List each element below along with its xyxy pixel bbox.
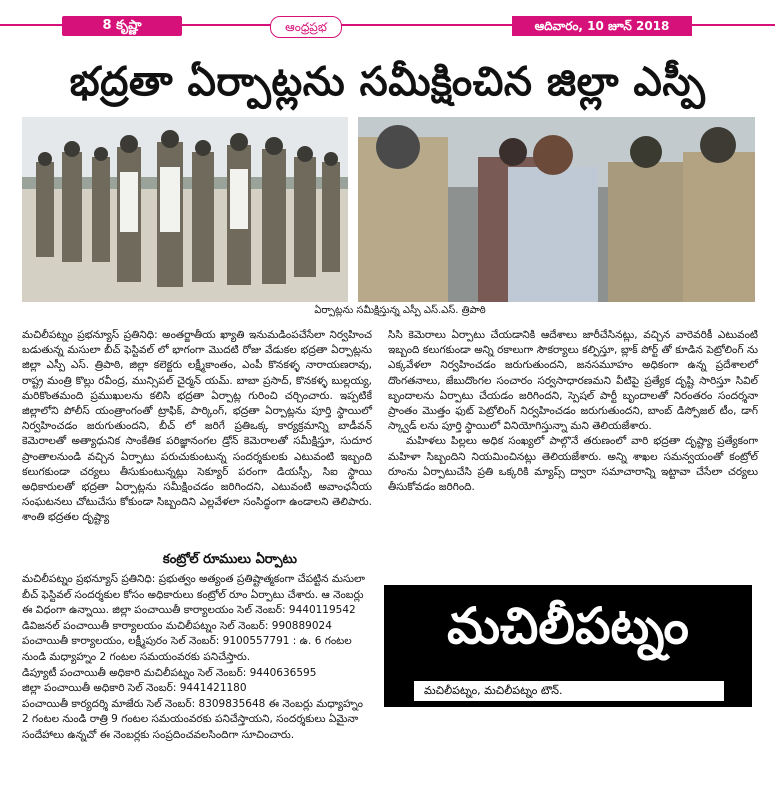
paper-name: ఆంధ్రప్రభ xyxy=(270,16,342,38)
article-column-right xyxy=(388,328,758,538)
article-line: మచిలీపట్నం ప్రభన్యూస్ ప్రతినిధి: ప్రభుత్వం అత్యంత ప్రతిష్టాత్మకంగా చేపట్టిన మసులా xyxy=(22,573,365,585)
photo-caption: ఏర్పాట్లను సమీక్షిస్తున్న ఎస్పీ ఎస్.ఎస్. త్రిపాఠి xyxy=(314,305,486,316)
article-line: బీచ్ ఫెస్టివల్ సందర్శకుల కోసం అధికారులు కంట్రోల్ రూం ఏర్పాటు చేశారు. ఆ నెంబర్లు xyxy=(22,588,364,601)
page-header xyxy=(0,0,775,50)
place-title: మచిలీపట్నం xyxy=(447,597,689,655)
article-line: సందేహాలు ఉన్నచో ఈ నెంబర్లకు సంప్రదించవలసిందిగా సూచించారు. xyxy=(22,728,295,741)
control-room-heading: కంట్రోల్ రూములు ఏర్పాటు xyxy=(162,552,298,567)
article-column-left: మచిలీపట్నం ప్రభన్యూస్ ప్రతినిధి: అంతర్జాతీయ ఖ్యాతి ఇనుమడింపచేసేలా నిర్వహించ బడుతున్న మసులా బీచ్ ఫెస్టివల్ లో భాగంగా మొదటి రోజు వేడుకల భద్రతా ఏర్పాట్లను జిల్లా ఎస్పీ ఎస్. త్రిపాఠి, జిల్లా కలెక్టరు లక్ష్మీకాంతం, ఎంపీ కొనకళ్ళ నారాయణరావు, రాష్ట్ర మంత్రి కొల్లు రవీంద్ర, మున్సిపల్ చైర్మన్ యమ్. బాబా ప్రసాద్, కొనకళ్ళ బుల్లయ్య, మరికొంతమంది ప్రముఖులను కలిసి భద్రతా ఏర్పాట్ల గురించి చర్చించారు. ఇప్పటికే జిల్లాలోని పోలీస్ యంత్రాంగంతో ట్రాఫిక్, పార్కింగ్, భద్రతా ఏర్పాట్లను పూర్తి స్థాయిలో నిర్వహించడం జరుగుతుందని, బీచ్ లో జరిగే ప్రతిఒక్క కార్యక్రమాన్ని బాడీవన్ కెమెరాలతో అత్యాధునిక సాంకేతిక పరిజ్ఞానంగల డ్రోన్ కెమెరాలతో సమీక్షిస్తూ, సుదూర ప్రాంతాలనుండి వచ్చిన ఏర్పాటు పరుచుకుంటున్న సందర్శకులకు ఎటువంటి ఇబ్బంది కలుగకుండా చర్యలు తీసుకుంటున్నట్లు సెక్యూర్ పరంగా డియస్పీ, సిఐ స్థాయి అధికారులతో భద్రతా ఏర్పాట్లను సమీక్షించడం జరిగిందని, ఎటువంటి అవాంఛనీయ సంఘటనలు చోటుచేసు కోకుండా సిబ్బందిని ఎల్లవేళలా సంసిద్ధంగా ఉండాలని తెలిపారు. శాంతి భద్రతల దృష్ట్యా xyxy=(22,329,372,524)
place-box xyxy=(384,585,752,707)
headline: భద్రతా ఏర్పాట్లను సమీక్షించిన జిల్లా ఎస్పీ xyxy=(69,59,706,105)
page-label: 8 కృష్ణా xyxy=(62,16,182,36)
article-paragraph: సిసి కెమెరాలు ఏర్పాటు చేయడానికి ఆదేశాలు జారీచేసినట్లు, వచ్చిన వారెవరికీ ఎటువంటి ఇబ్బంది కలుగకుండా అన్ని రకాలుగా సౌకర్యాలు కల్పిస్తూ, బ్లాక్ పోర్ట్ తో కూడిన పెట్రోలింగ్ ను ఎక్కవేళలా నిర్వహించడం జరుగుతుందని, జనసమూహం అధికంగా ఉన్న ప్రదేశాలలో దొంగతనాలు, జేబుదొంగల సంచారం సర్వసాధారణమని వీటిపై ప్రత్యేక దృష్టి సారిస్తూ సివిల్ బృందాలను ఏర్పాటు చేయడం జరిగిందని, స్పెషల్ పార్టీ బృందాలతో నిరంతరం సందర్శనా ప్రాంతం మొత్తం ఫుట్ పెట్రోలింగ్ నిర్వహించడం జరుగుతుందని, బాంబ్ డిస్పోజల్ టీం, డాగ్ స్క్వాడ్ లను పూర్తి స్థాయిలో వినియోగిస్తున్నా మని తెలియజేశారు. xyxy=(388,329,758,433)
issue-date: ఆదివారం, 10 జూన్ 2018 xyxy=(512,16,692,36)
photo-officials-walking xyxy=(22,117,348,302)
article-line: నుండి మధ్యాహ్నం 2 గంటల సమయంవరకు పనిచేస్తారు. xyxy=(22,650,251,663)
photo-sp-with-police xyxy=(358,117,755,302)
article-line: ఈ విధంగా ఉన్నాయి. జిల్లా పంచాయితీ కార్యాలయం సెల్ నెంబర్: 9440119542 xyxy=(22,604,356,617)
control-room-article xyxy=(22,572,372,782)
article-paragraph: మహిళలు పిల్లలు అధిక సంఖ్యలో పాల్గొనే తరుణంలో వారి భద్రతా దృష్ట్యా ప్రత్యేకంగా మహిళా సిబ్బందిని నియమించినట్లు తెలియజేశారు. అన్ని శాఖల సమన్వయంతో కంట్రోల్ రూంను ఏర్పాటుచేసి ప్రతి ఒక్కరికి మ్యాప్స్ ద్వారా సమాచారాన్ని ఇట్టావా చేసేలా చర్యలు తీసుకోవడం జరిగింది. xyxy=(388,435,758,494)
article-line: డిప్యూటీ పంచాయితీ అధికారి మచిలీపట్నం సెల్ నెంబర్: 9440636595 xyxy=(22,666,317,679)
article-line: జిల్లా పంచాయితీ అధికారి సెల్ నెంబర్: 9441421180 xyxy=(22,682,247,695)
article-line: పంచాయితీ కార్యాలయం, లక్ష్మీపురం సెల్ నెంబర్: 9100557791 : ఉ. 6 గంటల xyxy=(22,635,352,648)
article-line: పంచాయితీ కార్యదర్శి మాజేరు సెల్ నెంబర్: 8309835648 ఈ నెంబర్లు మధ్యాహ్నం xyxy=(22,697,363,710)
article-line: డివిజనల్ పంచాయితీ కార్యాలయం మచిలీపట్నం సెల్ నెంబర్: 990889024 xyxy=(22,619,332,632)
article-line: 2 గంటల నుండి రాత్రి 9 గంటల సమయంవరకు పనిచేస్తాయని, సందర్శకులు ఏమైనా xyxy=(22,713,359,726)
place-subtitle: మచిలీపట్నం, మచిలీపట్నం టౌన్. xyxy=(414,681,724,701)
